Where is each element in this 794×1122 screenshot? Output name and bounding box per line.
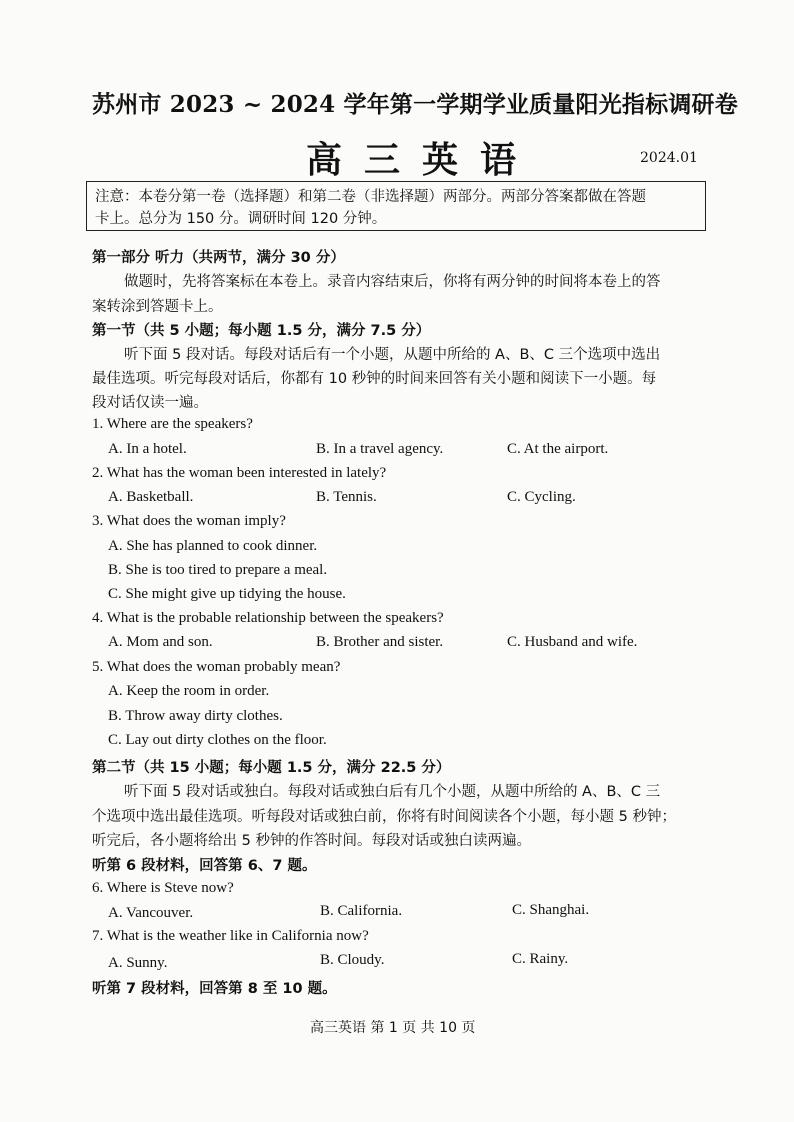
q2-option-a[interactable]: A. Basketball. <box>108 489 194 505</box>
q7-option-a[interactable]: A. Sunny. <box>108 955 168 971</box>
exam-date: 2024.01 <box>640 150 698 166</box>
q6-option-b[interactable]: B. California. <box>320 903 403 919</box>
section2-intro-2: 个选项中选出最佳选项。听每段对话或独白前，你将有时间阅读各个小题，每小题 5 秒钟； <box>92 809 676 825</box>
section1-intro-2: 最佳选项。听完每段对话后，你都有 10 秒钟的时间来回答有关小题和阅读下一小题。每 <box>92 371 657 387</box>
q5-option-b[interactable]: B. Throw away dirty clothes. <box>108 708 283 724</box>
material-6-heading: 听第 6 段材料，回答第 6、7 题。 <box>92 858 317 874</box>
question-5: 5. What does the woman probably mean? <box>92 659 341 675</box>
q1-option-c[interactable]: C. At the airport. <box>507 441 609 457</box>
question-1: 1. Where are the speakers? <box>92 416 253 432</box>
question-3: 3. What does the woman imply? <box>92 513 286 529</box>
section2-intro-1: 听下面 5 段对话或独白。每段对话或独白后有几个小题，从题中所给的 A、B、C 三 <box>124 784 661 800</box>
page-footer: 高三英语 第 1 页 共 10 页 <box>310 1020 476 1036</box>
section2-intro-3: 听完后，各小题将给出 5 秒钟的作答时间。每段对话或独白读两遍。 <box>92 833 531 849</box>
q1-option-a[interactable]: A. In a hotel. <box>108 441 187 457</box>
q7-option-c[interactable]: C. Rainy. <box>512 951 569 967</box>
q4-option-a[interactable]: A. Mom and son. <box>108 634 213 650</box>
q6-option-c[interactable]: C. Shanghai. <box>512 902 590 918</box>
question-2: 2. What has the woman been interested in lately? <box>92 465 387 481</box>
section1-intro-3: 段对话仅读一遍。 <box>92 395 208 411</box>
q4-option-b[interactable]: B. Brother and sister. <box>316 634 444 650</box>
question-7: 7. What is the weather like in California now? <box>92 928 369 944</box>
q3-option-c[interactable]: C. She might give up tidying the house. <box>108 586 346 602</box>
q7-option-b[interactable]: B. Cloudy. <box>320 952 385 968</box>
part1-intro-1: 做题时，先将答案标在本卷上。录音内容结束后，你将有两分钟的时间将本卷上的答 <box>124 274 661 290</box>
q1-option-b[interactable]: B. In a travel agency. <box>316 441 444 457</box>
q5-option-c[interactable]: C. Lay out dirty clothes on the floor. <box>108 732 327 748</box>
q2-option-c[interactable]: C. Cycling. <box>507 489 576 505</box>
notice-line-2: 卡上。总分为 150 分。调研时间 120 分钟。 <box>95 211 387 227</box>
section1-intro-1: 听下面 5 段对话。每段对话后有一个小题，从题中所给的 A、B、C 三个选项中选出 <box>124 347 661 363</box>
subject-title: 高三英语 <box>306 139 539 181</box>
notice-line-1: 注意：本卷分第一卷（选择题）和第二卷（非选择题）两部分。两部分答案都做在答题 <box>95 189 646 205</box>
q5-option-a[interactable]: A. Keep the room in order. <box>108 683 270 699</box>
q2-option-b[interactable]: B. Tennis. <box>316 489 377 505</box>
notice-box <box>86 181 706 231</box>
question-4: 4. What is the probable relationship between the speakers? <box>92 610 444 626</box>
q3-option-a[interactable]: A. She has planned to cook dinner. <box>108 538 318 554</box>
part1-intro-2: 案转涂到答题卡上。 <box>92 299 223 315</box>
part1-title: 第一部分 听力（共两节，满分 30 分） <box>92 250 345 266</box>
section2-title: 第二节（共 15 小题；每小题 1.5 分，满分 22.5 分） <box>92 760 451 776</box>
material-7-heading: 听第 7 段材料，回答第 8 至 10 题。 <box>92 981 337 997</box>
question-6: 6. Where is Steve now? <box>92 880 234 896</box>
exam-title: 苏州市 2023 ~ 2024 学年第一学期学业质量阳光指标调研卷 <box>92 91 738 118</box>
section1-title: 第一节（共 5 小题；每小题 1.5 分，满分 7.5 分） <box>92 323 431 339</box>
q6-option-a[interactable]: A. Vancouver. <box>108 905 194 921</box>
q3-option-b[interactable]: B. She is too tired to prepare a meal. <box>108 562 328 578</box>
q4-option-c[interactable]: C. Husband and wife. <box>507 634 638 650</box>
